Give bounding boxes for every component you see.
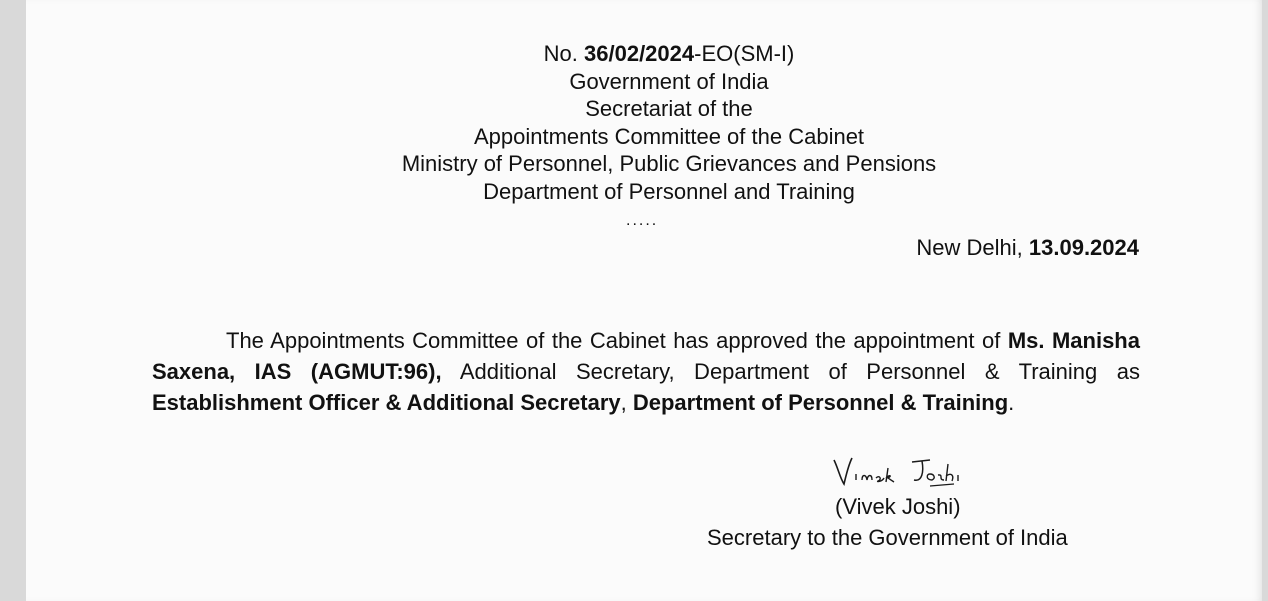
document-page <box>26 0 1262 601</box>
appointed-department: Department of Personnel & Training <box>632 390 1009 415</box>
committee-line: Appointments Committee of the Cabinet <box>473 123 865 149</box>
dateline: New Delhi, 13.09.2024 <box>916 235 1139 260</box>
appointee-name: Ms. Manisha Saxena, IAS (AGMUT:96), <box>152 328 1140 384</box>
letter-header <box>326 40 1012 205</box>
appointed-post: Establishment Officer & Additional Secretary <box>152 390 621 415</box>
separator-dots: ..... <box>626 212 659 229</box>
reference-number: No. 36/02/2024-EO(SM-I) <box>543 41 795 66</box>
handwritten-signature <box>826 450 976 494</box>
signatory-title: Secretary to the Government of India <box>707 525 1068 550</box>
order-paragraph: The Appointments Committee of the Cabinet has approved the appointment of Ms. Manisha Saxena, IAS (AGMUT:96), Additional Secretary, Department of Personnel & Training as Establishment Officer & Additional Secretary, Department of Personnel & Training. <box>152 328 1140 415</box>
ministry-line: Ministry of Personnel, Public Grievances and Pensions <box>401 151 937 176</box>
government-line: Government of India <box>569 68 769 94</box>
signatory-name: (Vivek Joshi) <box>835 494 961 519</box>
department-line: Department of Personnel and Training <box>483 178 855 204</box>
secretariat-line: Secretariat of the <box>585 96 753 121</box>
